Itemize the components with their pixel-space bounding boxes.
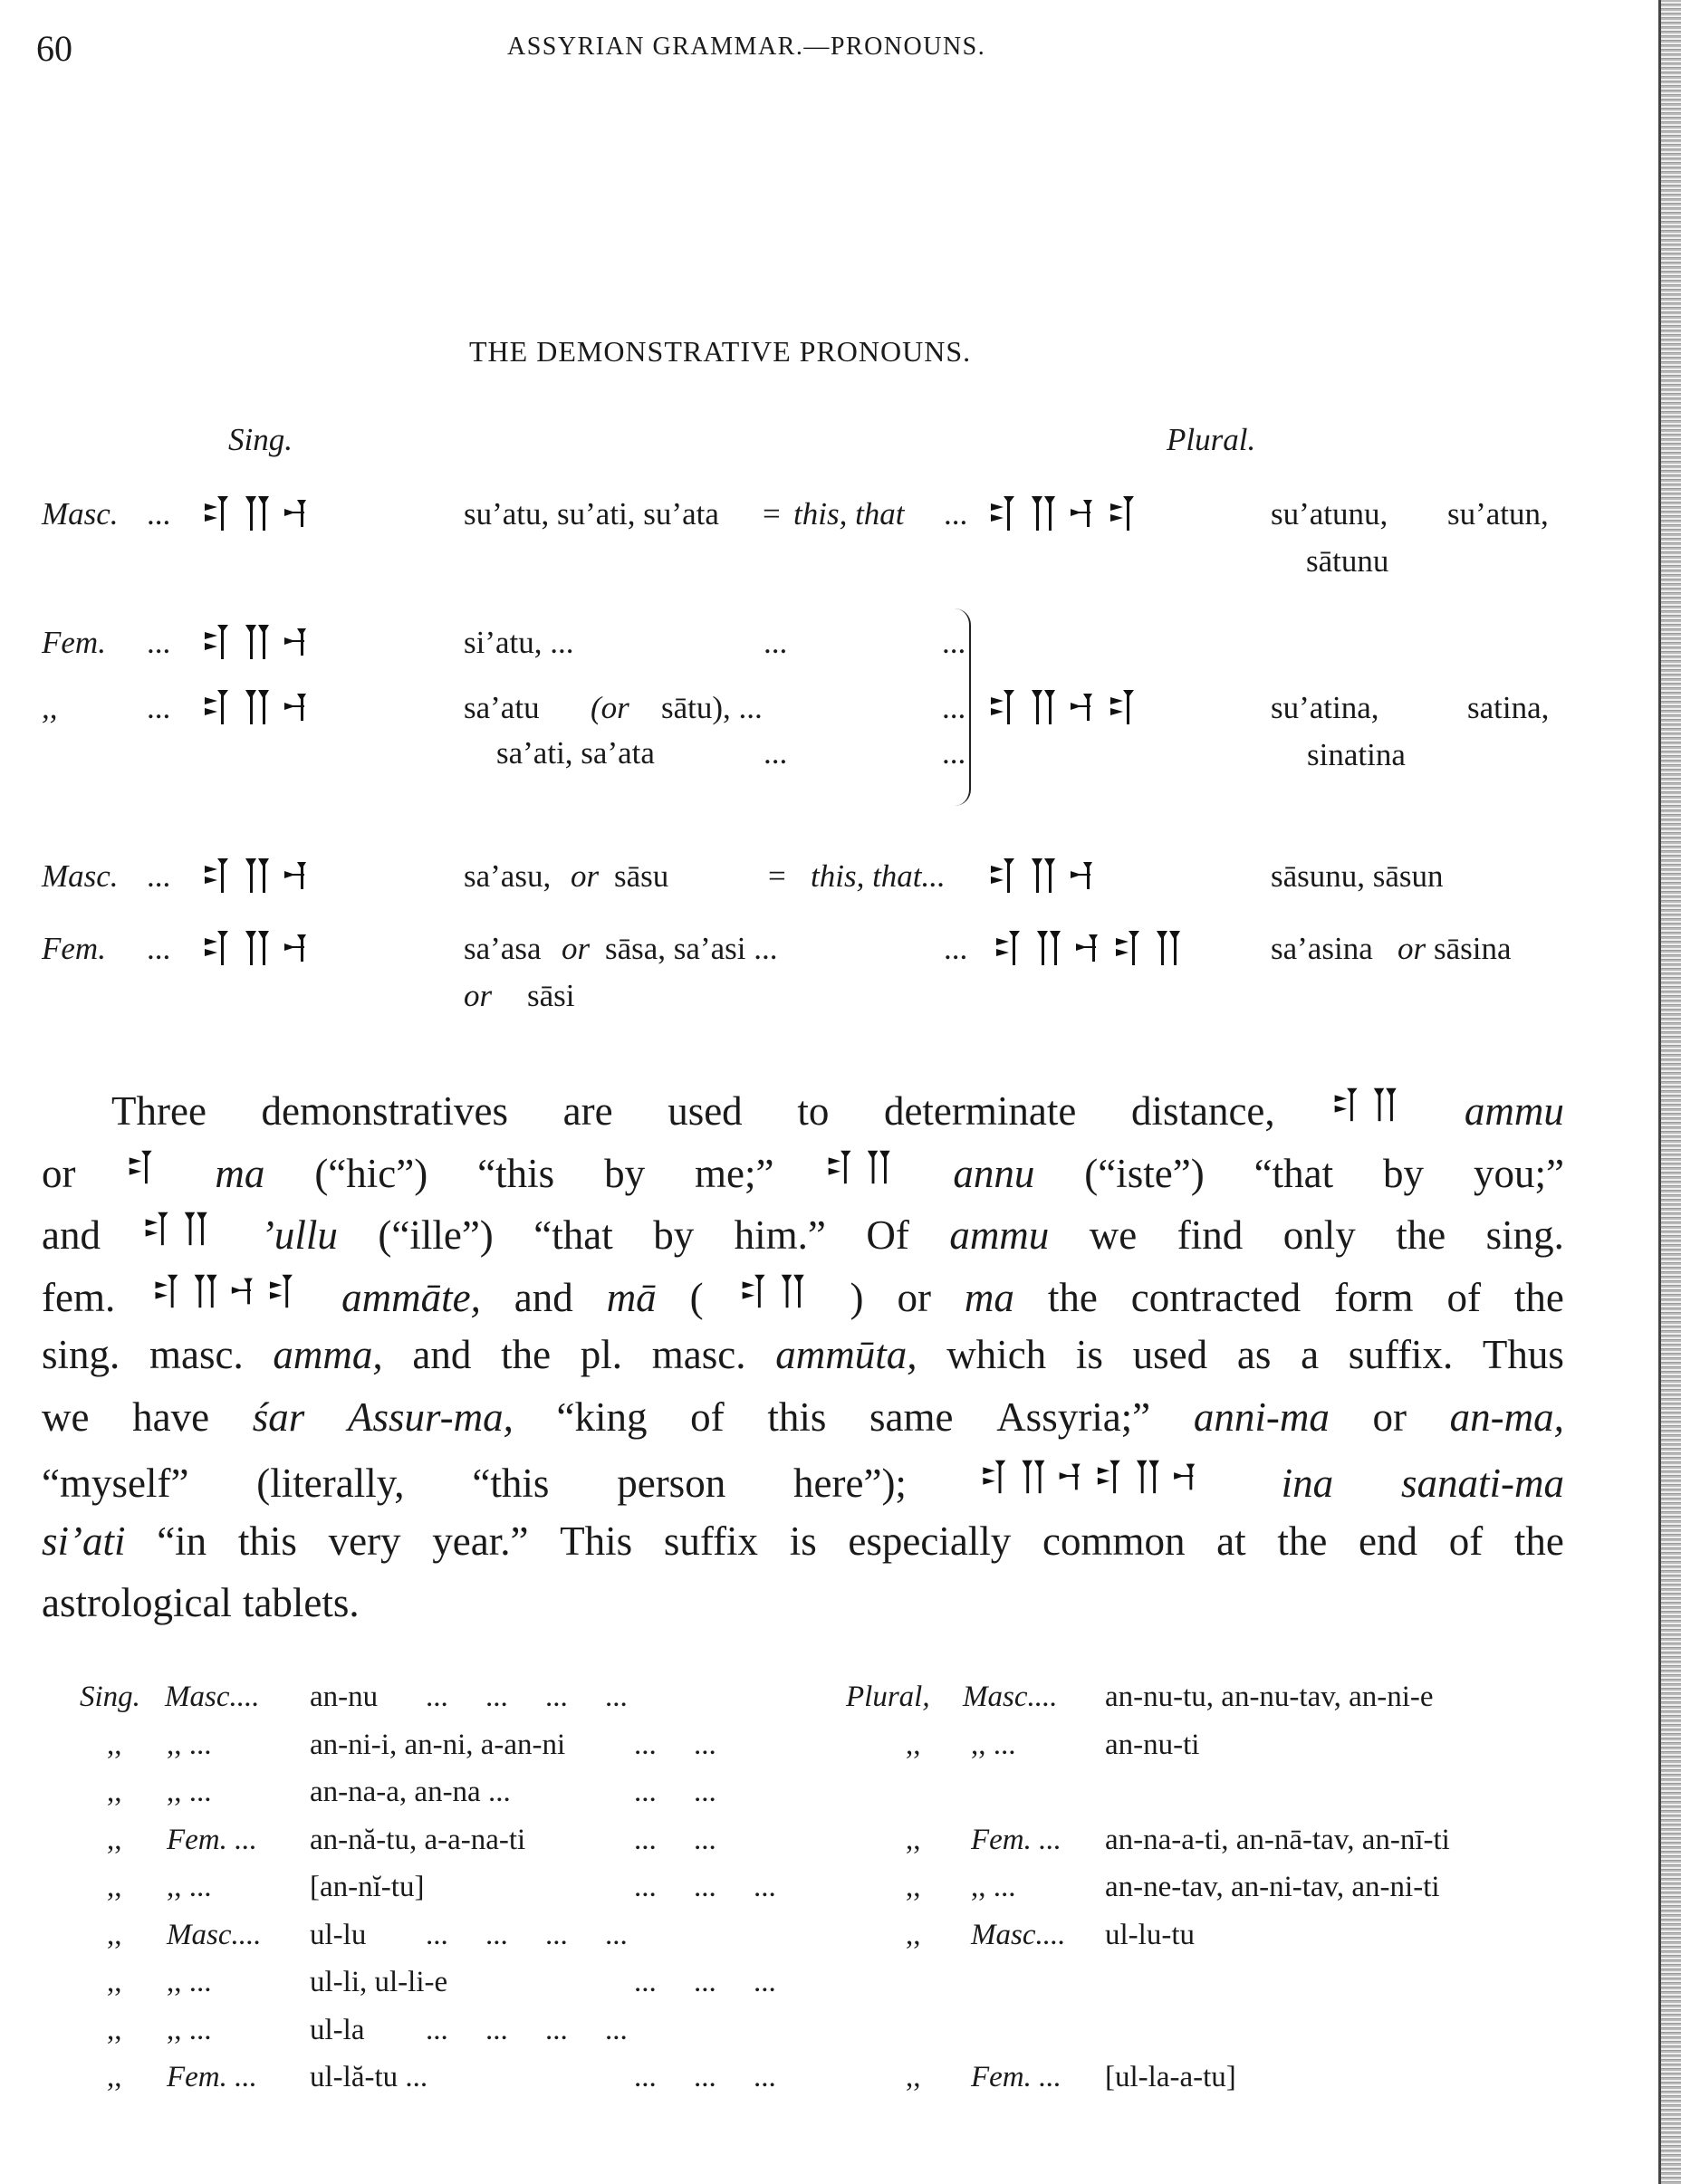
word: here”); <box>793 1461 907 1506</box>
word: end <box>1359 1518 1417 1564</box>
equals: = <box>763 496 781 532</box>
transliteration: ina <box>1281 1461 1334 1506</box>
row-dots: ... <box>147 931 171 966</box>
translit-b: sātu), ... <box>661 690 763 725</box>
left-col-b: ,, ... <box>167 1966 212 1998</box>
page-edge-line <box>1658 0 1661 2184</box>
running-title: ASSYRIAN GRAMMAR.—PRONOUNS. <box>507 33 986 61</box>
translit-or: (or <box>591 690 629 725</box>
word: “myself” <box>42 1461 189 1506</box>
left-col-b: Masc.... <box>167 1918 262 1951</box>
transliteration: amma, <box>273 1332 383 1377</box>
translit-b: sāsa, sa’asi ... <box>605 931 778 966</box>
word: at <box>1216 1518 1246 1564</box>
plural-form-2: satina, <box>1467 690 1550 725</box>
word: is <box>789 1518 817 1564</box>
cuneiform-signs <box>201 491 321 534</box>
row-dots: ... <box>147 690 171 725</box>
word: year.” <box>432 1518 529 1564</box>
right-col-b: Masc.... <box>971 1918 1066 1951</box>
translit: si’atu, ... <box>464 625 574 660</box>
transliteration: anni-ma <box>1193 1394 1330 1440</box>
cuneiform-signs <box>987 853 1107 896</box>
word: distance, <box>1130 1088 1275 1134</box>
transliteration: sanati-ma <box>1401 1461 1564 1506</box>
left-form: ul-lă-tu ... <box>310 2061 428 2093</box>
transliteration: ’ullu <box>260 1212 338 1258</box>
word: to <box>797 1088 830 1134</box>
paragraph-line <box>42 1207 1564 1259</box>
plural-form-3: sinatina <box>1307 737 1406 772</box>
cuneiform-signs <box>201 619 321 663</box>
left-col-a: ,, <box>107 1918 122 1951</box>
left-col-a: ,, <box>107 1776 122 1808</box>
transliteration: mā <box>606 1274 657 1320</box>
page-number: 60 <box>36 28 72 69</box>
word: (“ille”) <box>378 1212 494 1258</box>
word: masc. <box>651 1332 746 1377</box>
word: used <box>668 1088 743 1134</box>
word: Assyria;” <box>996 1394 1151 1440</box>
word: we <box>1089 1212 1138 1258</box>
word: “this <box>472 1461 550 1506</box>
paragraph-line <box>42 1394 1564 1441</box>
paragraph-line <box>42 1518 1564 1565</box>
sing-label: Sing. <box>228 422 293 457</box>
transliteration: annu <box>953 1150 1035 1196</box>
word: as <box>1236 1332 1272 1377</box>
word: and <box>514 1274 573 1320</box>
plural-form-b: sāsina <box>1434 931 1512 966</box>
left-dots: ... ... ... ... <box>426 1681 628 1713</box>
gloss: this, that... <box>811 858 946 894</box>
word: Three <box>111 1088 207 1134</box>
word: by <box>653 1212 695 1258</box>
left-dots: ... ... <box>634 1776 716 1808</box>
left-dots: ... ... ... <box>634 1966 776 1998</box>
transliteration: ma <box>964 1274 1014 1320</box>
left-col-a: ,, <box>107 2061 122 2093</box>
word: person <box>617 1461 726 1506</box>
word: sing. <box>1485 1212 1564 1258</box>
plural-form-2: su’atun, <box>1447 496 1549 532</box>
word: Of <box>866 1212 909 1258</box>
plural-form: su’atunu, <box>1271 496 1388 532</box>
right-col-a: ,, <box>906 1823 921 1856</box>
word: by <box>1383 1150 1425 1196</box>
cuneiform-signs <box>823 1145 903 1187</box>
word: astrological <box>42 1580 232 1625</box>
plural-label: Plural. <box>1167 422 1256 457</box>
left-col-a: ,, <box>107 1871 122 1903</box>
word: “king <box>556 1394 648 1440</box>
right-form: an-na-a-ti, an-nā-tav, an-nī-ti <box>1105 1823 1450 1856</box>
gloss-dots: ... <box>944 496 968 532</box>
word: are <box>562 1088 613 1134</box>
right-col-b: ,, ... <box>971 1728 1016 1761</box>
word: of <box>690 1394 725 1440</box>
word: the <box>1513 1518 1564 1564</box>
left-form: ul-li, ul-li-e <box>310 1966 448 1998</box>
translit-or: or <box>571 858 600 894</box>
left-form: an-nu <box>310 1681 379 1713</box>
right-form: an-ne-tav, an-ni-tav, an-ni-ti <box>1105 1871 1440 1903</box>
left-dots: ... ... <box>634 1728 716 1761</box>
end-dots: ... <box>942 735 966 771</box>
paragraph-line <box>42 1579 1564 1626</box>
cuneiform-signs <box>1330 1083 1409 1125</box>
right-col-b: Masc.... <box>963 1681 1058 1713</box>
transliteration: Assur-ma, <box>347 1394 514 1440</box>
left-col-b: ,, ... <box>167 1776 212 1808</box>
left-col-a: ,, <box>107 1728 122 1761</box>
left-col-a: ,, <box>107 2013 122 2046</box>
cuneiform-signs <box>993 925 1192 969</box>
word: a <box>1301 1332 1320 1377</box>
left-col-b: Fem. ... <box>167 1823 257 1856</box>
translit: sa’asu, <box>464 858 552 894</box>
row-dots: ... <box>147 858 171 894</box>
word: tablets. <box>242 1580 360 1625</box>
row-label: Masc. <box>42 858 119 894</box>
mid-dots: ... <box>764 625 788 660</box>
left-form: an-na-a, an-na ... <box>310 1776 511 1808</box>
end-dots: ... <box>942 625 966 660</box>
word: (literally, <box>256 1461 405 1506</box>
word: the <box>1047 1274 1098 1320</box>
plural-form: sa’asina <box>1271 931 1373 966</box>
word: of <box>1448 1518 1484 1564</box>
section-title: THE DEMONSTRATIVE PRONOUNS. <box>469 335 972 368</box>
word: have <box>132 1394 210 1440</box>
word: or <box>42 1150 76 1196</box>
word: Thus <box>1482 1332 1564 1377</box>
word: same <box>869 1394 954 1440</box>
paragraph-line <box>42 1331 1564 1378</box>
word: very <box>328 1518 401 1564</box>
word: find <box>1177 1212 1244 1258</box>
transliteration: an-ma, <box>1449 1394 1564 1440</box>
word: you;” <box>1473 1150 1564 1196</box>
left-col-b: Fem. ... <box>167 2061 257 2093</box>
left-dots: ... ... ... <box>634 1871 776 1903</box>
right-col-a: Plural, <box>846 1681 930 1713</box>
right-col-b: ,, ... <box>971 1871 1016 1903</box>
left-col-b: ,, ... <box>167 1728 212 1761</box>
word: form <box>1334 1274 1414 1320</box>
plural-form: sāsunu, sāsun <box>1271 858 1444 894</box>
paragraph-line <box>111 1083 1564 1135</box>
word: ) <box>850 1274 864 1320</box>
plural-form: su’atina, <box>1271 690 1379 725</box>
word: or <box>1372 1394 1407 1440</box>
left-col-b: ,, ... <box>167 1871 212 1903</box>
word: contracted <box>1130 1274 1302 1320</box>
word: and <box>42 1212 101 1258</box>
plural-form-3: sātunu <box>1306 543 1389 579</box>
left-form: [an-nĭ-tu] <box>310 1871 425 1903</box>
word: suffix <box>663 1518 758 1564</box>
left-form: ul-lu <box>310 1918 367 1951</box>
right-col-a: ,, <box>906 1918 921 1951</box>
word: which <box>946 1332 1047 1377</box>
word: common <box>1042 1518 1186 1564</box>
word: by <box>604 1150 646 1196</box>
cuneiform-signs <box>201 853 321 896</box>
right-form: [ul-la-a-tu] <box>1105 2061 1236 2093</box>
row-label: ,, <box>42 690 58 725</box>
left-col-b: ,, ... <box>167 2013 212 2046</box>
word: we <box>42 1394 90 1440</box>
word: or <box>897 1274 931 1320</box>
left-dots: ... ... ... <box>634 2061 776 2093</box>
left-col-a: ,, <box>107 1823 122 1856</box>
transliteration: ammāte, <box>341 1274 481 1320</box>
right-form: ul-lu-tu <box>1105 1918 1195 1951</box>
word: this <box>237 1518 297 1564</box>
word: “this <box>477 1150 555 1196</box>
transliteration: si’ati <box>42 1518 126 1564</box>
cuneiform-signs <box>125 1145 165 1187</box>
left-dots: ... ... ... ... <box>426 1918 628 1951</box>
word: ( <box>689 1274 704 1320</box>
word: of <box>1446 1274 1481 1320</box>
right-col-a: ,, <box>906 1728 921 1761</box>
left-col-b: Masc.... <box>165 1681 260 1713</box>
row-label: Masc. <box>42 496 119 532</box>
left-dots: ... ... <box>634 1823 716 1856</box>
left-col-a: Sing. <box>80 1681 140 1713</box>
translit: sa’asa <box>464 931 542 966</box>
mid-dots: ... <box>764 735 788 771</box>
cuneiform-signs <box>201 685 321 728</box>
left-form: an-ni-i, an-ni, a-an-ni <box>310 1728 566 1761</box>
equals: = <box>768 858 786 894</box>
word: (“hic”) <box>314 1150 428 1196</box>
cuneiform-signs <box>975 1455 1214 1497</box>
word: suffix. <box>1348 1332 1454 1377</box>
word: This <box>560 1518 633 1564</box>
right-col-b: Fem. ... <box>971 1823 1061 1856</box>
word: “that <box>1254 1150 1334 1196</box>
word: “that <box>533 1212 613 1258</box>
paragraph-line <box>42 1269 1564 1321</box>
translit: su’atu, su’ati, su’ata <box>464 496 719 532</box>
right-col-a: ,, <box>906 1871 921 1903</box>
word: the <box>1396 1212 1446 1258</box>
word: the <box>1277 1518 1328 1564</box>
word: and <box>412 1332 472 1377</box>
cuneiform-signs <box>737 1269 817 1311</box>
word: is <box>1075 1332 1103 1377</box>
end-dots-2: ... <box>942 690 966 725</box>
row-label: Fem. <box>42 625 106 660</box>
word: this <box>767 1394 827 1440</box>
transliteration: ammūta, <box>775 1332 917 1377</box>
word: the <box>501 1332 552 1377</box>
row-dots: ... <box>147 625 171 660</box>
cuneiform-signs <box>149 1269 308 1311</box>
right-col-b: Fem. ... <box>971 2061 1061 2093</box>
left-col-a: ,, <box>107 1966 122 1998</box>
right-col-a: ,, <box>906 2061 921 2093</box>
word: sing. <box>42 1332 120 1377</box>
word: me;” <box>695 1150 774 1196</box>
word: determinate <box>883 1088 1077 1134</box>
word: pl. <box>580 1332 623 1377</box>
page-edge-binding <box>1661 0 1681 2184</box>
cuneiform-signs <box>140 1207 220 1249</box>
word: the <box>1513 1274 1564 1320</box>
right-form: an-nu-ti <box>1105 1728 1200 1761</box>
gloss: this, that <box>793 496 905 532</box>
translit-or: or <box>562 931 591 966</box>
row-dots: ... <box>147 496 171 532</box>
transliteration: ma <box>215 1150 265 1196</box>
left-form: an-nă-tu, a-a-na-ti <box>310 1823 526 1856</box>
paragraph-line <box>42 1145 1564 1197</box>
word: him.” <box>734 1212 826 1258</box>
lead-dots: ... <box>944 931 968 966</box>
word: (“iste”) <box>1084 1150 1205 1196</box>
transliteration: ammu <box>1464 1088 1564 1134</box>
row-label: Fem. <box>42 931 106 966</box>
plural-or: or <box>1398 931 1426 966</box>
translit-line2: sāsi <box>527 978 575 1013</box>
paragraph-line <box>42 1455 1564 1507</box>
transliteration: śar <box>252 1394 305 1440</box>
group-bracket <box>951 608 971 806</box>
translit-line2: sa’ati, sa’ata <box>496 735 655 771</box>
cuneiform-signs <box>987 685 1147 728</box>
translit: sa’atu <box>464 690 540 725</box>
cuneiform-signs <box>201 925 321 969</box>
translit-b: sāsu <box>614 858 669 894</box>
word: used <box>1132 1332 1208 1377</box>
left-dots: ... ... ... ... <box>426 2013 628 2046</box>
left-form: ul-la <box>310 2013 365 2046</box>
translit-or-2: or <box>464 978 493 1013</box>
word: “in <box>157 1518 207 1564</box>
word: masc. <box>149 1332 244 1377</box>
transliteration: ammu <box>949 1212 1050 1258</box>
word: only <box>1282 1212 1356 1258</box>
right-form: an-nu-tu, an-nu-tav, an-ni-e <box>1105 1681 1434 1713</box>
cuneiform-signs <box>987 491 1147 534</box>
word: demonstratives <box>261 1088 508 1134</box>
word: fem. <box>42 1274 116 1320</box>
word: especially <box>848 1518 1012 1564</box>
